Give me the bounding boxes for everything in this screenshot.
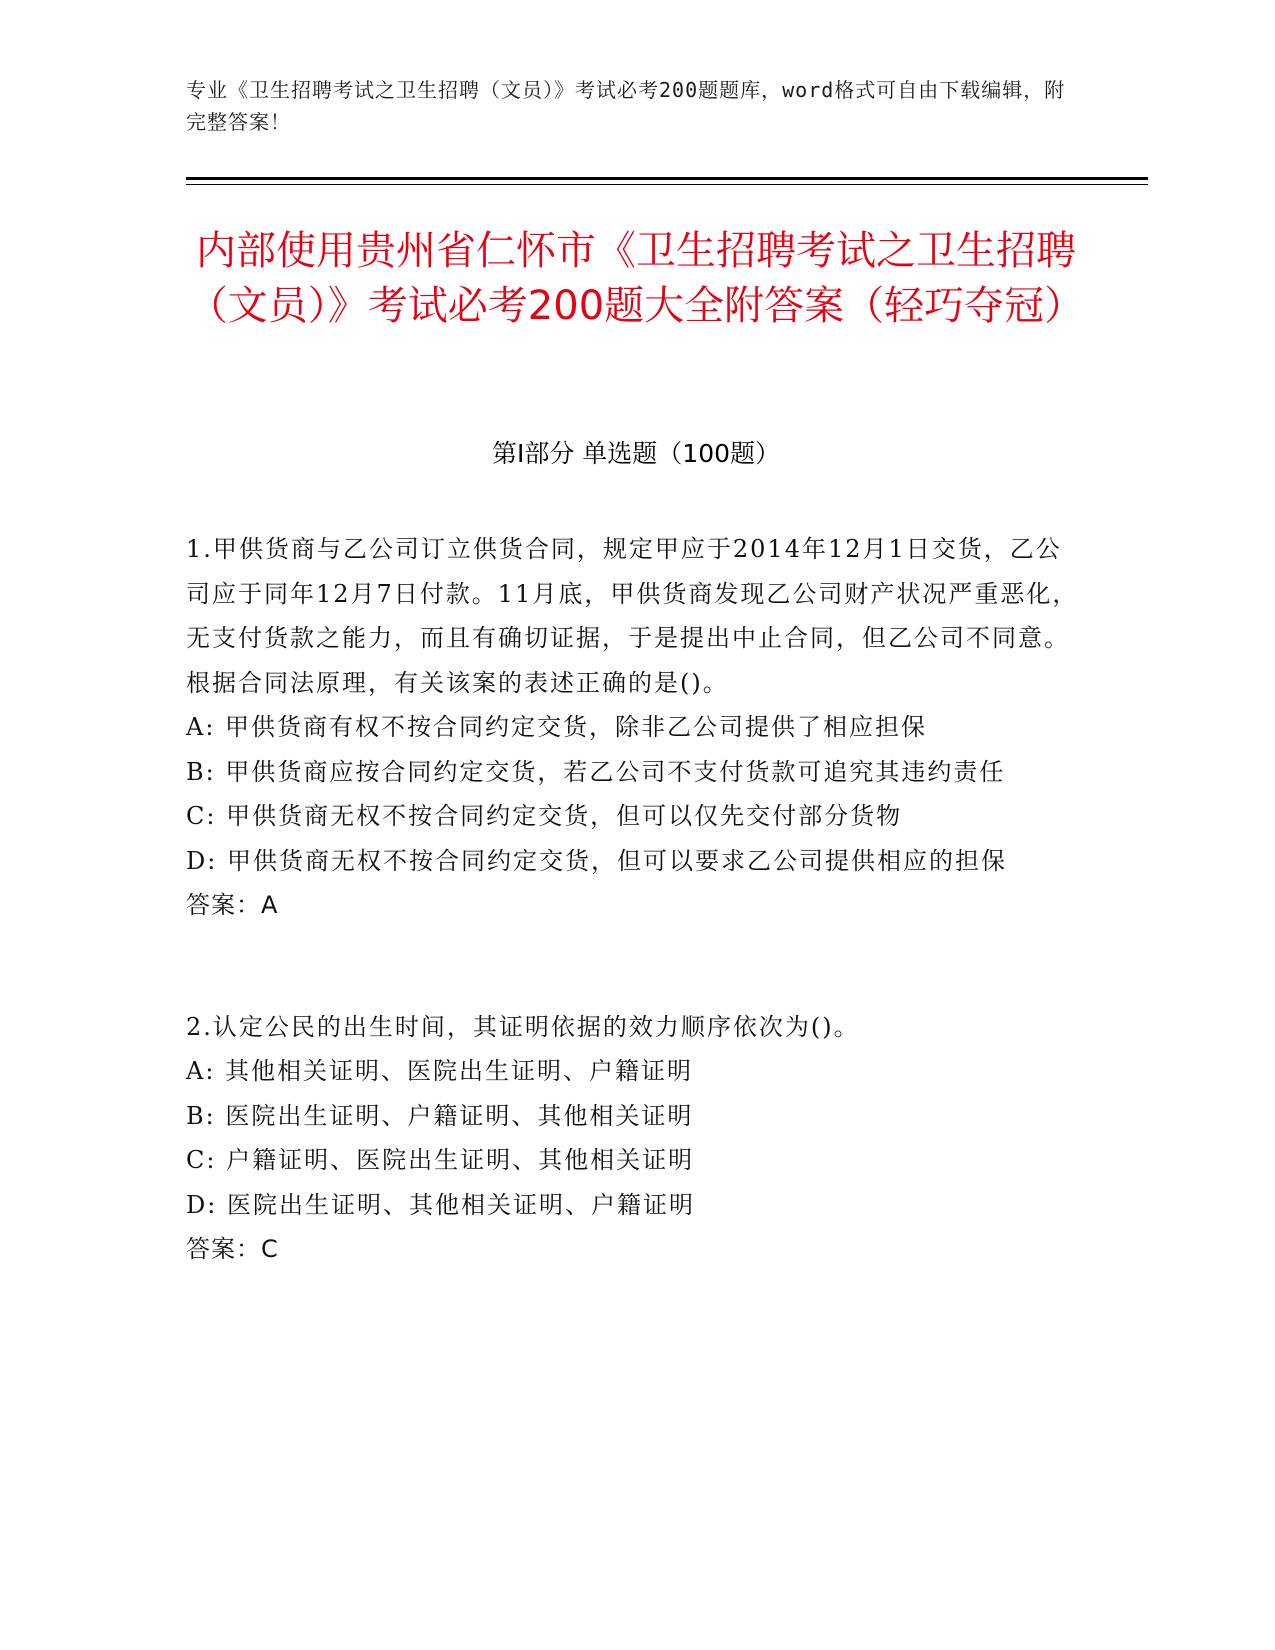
answer: 答案：C bbox=[186, 1235, 279, 1263]
question-stem: 1.甲供货商与乙公司订立供货合同，规定甲应于2014年12月1日交货，乙公司应于同年12月7日付款。11月底，甲供货商发现乙公司财产状况严重恶化，无支付货款之能力，而且有确切证据，于是提出中止合同，但乙公司不同意。根据合同法原理，有关该案的表述正确的是()。 bbox=[186, 535, 1079, 697]
question-list bbox=[186, 527, 1086, 1272]
question-2 bbox=[186, 1005, 1086, 1272]
option-b: B: 甲供货商应按合同约定交货，若乙公司不支付货款可追究其违约责任 bbox=[186, 757, 1006, 786]
option-c: C: 甲供货商无权不按合同约定交货，但可以仅先交付部分货物 bbox=[186, 802, 903, 830]
option-a: A: 其他相关证明、医院出生证明、户籍证明 bbox=[186, 1057, 694, 1085]
question-spacer bbox=[186, 928, 1086, 1005]
option-b: B: 医院出生证明、户籍证明、其他相关证明 bbox=[186, 1101, 694, 1130]
document-title: 内部使用贵州省仁怀市《卫生招聘考试之卫生招聘（文员）》考试必考200题大全附答案（轻巧夺冠） bbox=[187, 228, 1085, 329]
question-stem: 2.认定公民的出生时间，其证明依据的效力顺序依次为()。 bbox=[186, 1012, 860, 1041]
header-note: 专业《卫生招聘考试之卫生招聘（文员）》考试必考200题题库，word格式可自由下载编辑，附完整答案！ bbox=[186, 78, 1066, 134]
header-divider-thin bbox=[186, 184, 1148, 185]
question-1 bbox=[186, 527, 1086, 928]
answer: 答案：A bbox=[186, 891, 279, 919]
option-d: D: 甲供货商无权不按合同约定交货，但可以要求乙公司提供相应的担保 bbox=[186, 846, 1007, 875]
header-divider-thick bbox=[186, 177, 1148, 180]
option-a: A: 甲供货商有权不按合同约定交货，除非乙公司提供了相应担保 bbox=[186, 713, 928, 741]
option-c: C: 户籍证明、医院出生证明、其他相关证明 bbox=[186, 1146, 695, 1174]
section-title: 第I部分 单选题（100题） bbox=[491, 439, 781, 468]
option-d: D: 医院出生证明、其他相关证明、户籍证明 bbox=[186, 1190, 695, 1219]
